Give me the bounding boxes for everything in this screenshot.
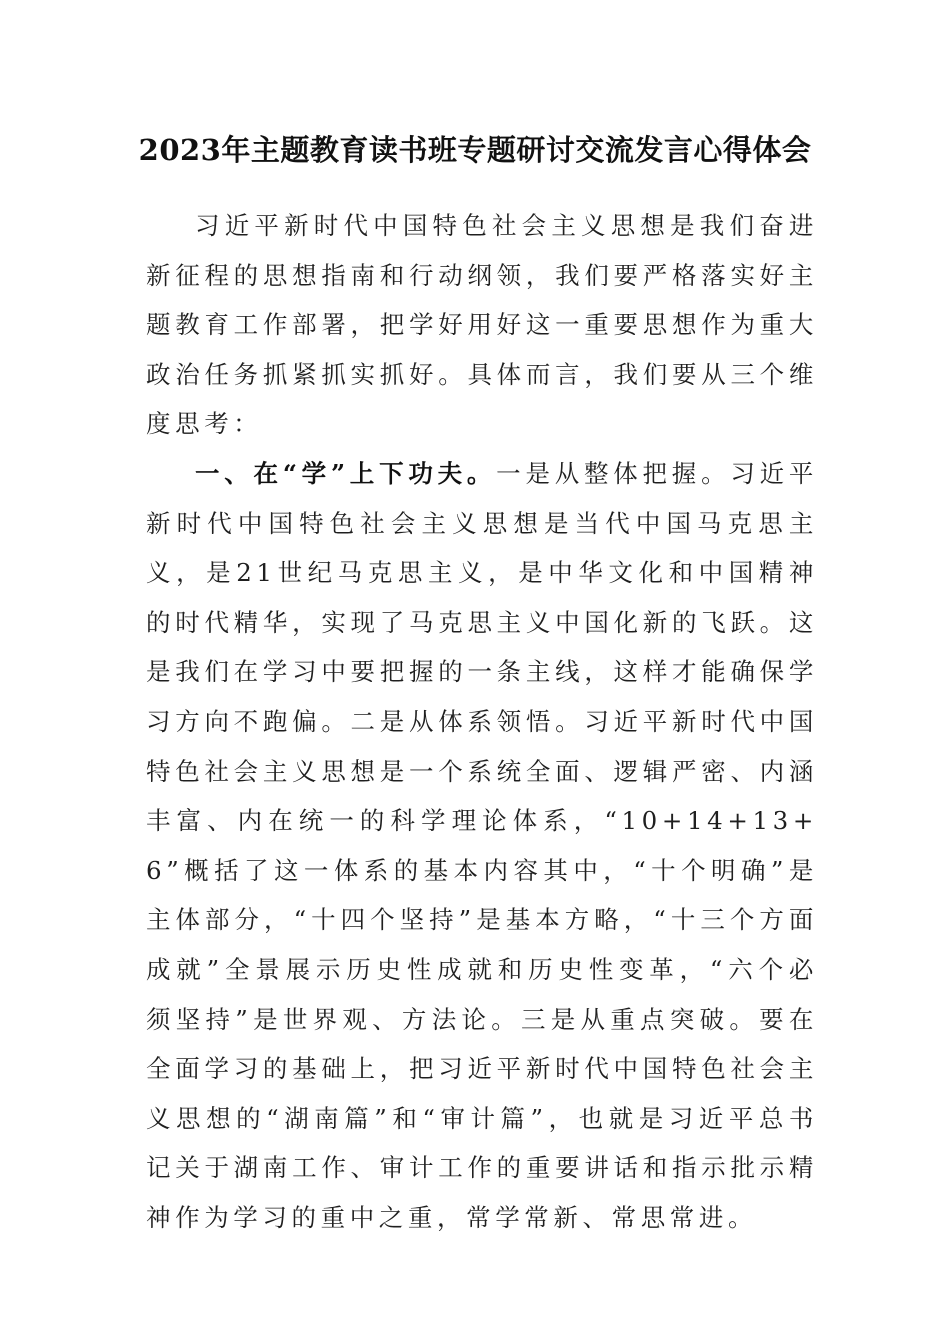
intro-paragraph bbox=[146, 201, 818, 449]
document-body bbox=[146, 201, 818, 1242]
section-one-heading: 一、在“学”上下功夫。 bbox=[195, 458, 497, 488]
section-one-paragraph bbox=[146, 449, 818, 1243]
intro-paragraph-text: 习近平新时代中国特色社会主义思想是我们奋进新征程的思想指南和行动纲领，我们要严格落实好主题教育工作部署，把学好用好这一重要思想作为重大政治任务抓紧抓实抓好。具体而言，我们要从三个维度思考： bbox=[146, 211, 818, 439]
section-one-text: 一是从整体把握。习近平新时代中国特色社会主义思想是当代中国马克思主义，是21世纪马克思主义，是中华文化和中国精神的时代精华，实现了马克思主义中国化新的飞跃。这是我们在学习中要把握的一条主线，这样才能确保学习方向不跑偏。二是从体系领悟。习近平新时代中国特色社会主义思想是一个系统全面、逻辑严密、内涵丰富、内在统一的科学理论体系，“10+14+13+6”概括了这一体系的基本内容其中，“十个明确”是主体部分，“十四个坚持”是基本方略，“十三个方面成就”全景展示历史性成就和历史性变革，“六个必须坚持”是世界观、方法论。三是从重点突破。要在全面学习的基础上，把习近平新时代中国特色社会主义思想的“湖南篇”和“审计篇”，也就是习近平总书记关于湖南工作、审计工作的重要讲话和指示批示精神作为学习的重中之重，常学常新、常思常进。 bbox=[146, 458, 818, 1232]
document-title: 2023年主题教育读书班专题研讨交流发言心得体会 bbox=[138, 133, 812, 167]
